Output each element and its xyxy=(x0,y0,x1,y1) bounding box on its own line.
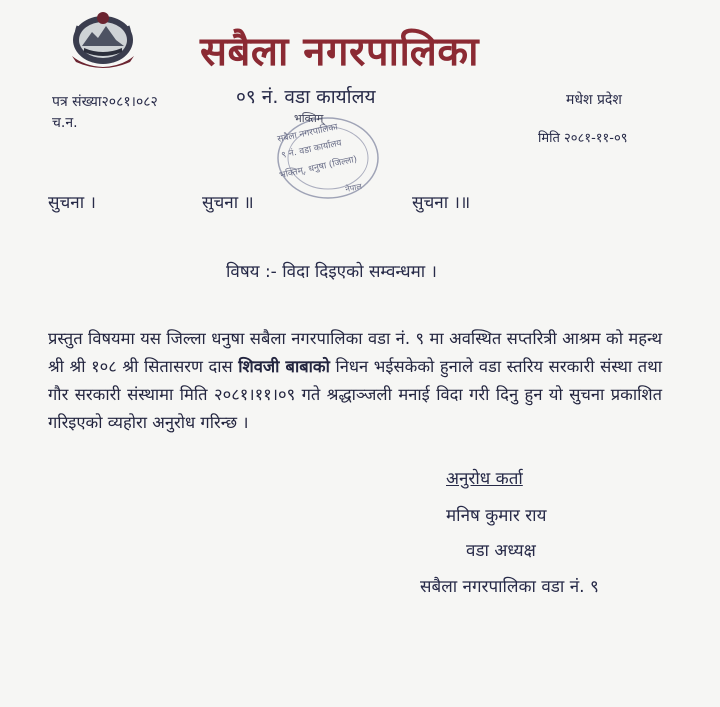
stamp-line-3: ९ नं. वडा कार्यालय xyxy=(280,138,343,161)
letter-number: पत्र संख्या२०८१।०८२ xyxy=(52,94,158,110)
notice-body xyxy=(48,325,662,437)
province: मधेश प्रदेश xyxy=(566,92,622,108)
nepal-emblem-icon xyxy=(64,6,142,70)
signatory-name: मनिष कुमार राय xyxy=(446,506,547,526)
stamp-line-1: भक्तिम् xyxy=(294,112,324,125)
municipality-title: सबैला नगरपालिका xyxy=(200,29,480,75)
letter-date: मिति २०८१-११-०९ xyxy=(538,131,628,146)
body-text-part-2: निधन भईसकेको हुनाले वडा स्तरिय सरकारी संस्था तथा गौर सरकारी संस्थामा मिति २०८१।११।०९ गते श्रद्धाञ्जली मनाई विदा गरी दिनु हुन यो सुचना प्रकाशित गरिइएको व्यहोरा अनुरोध गरिन्छ । xyxy=(48,357,663,432)
subject-line: विषय :- विदा दिइएको सम्वन्धमा । xyxy=(226,262,437,282)
body-text-part-1: प्रस्तुत विषयमा यस जिल्ला धनुषा सबैला नगरपालिका वडा नं. ९ मा अवस्थित सप्तरित्री आश्रम को महन्थ श्री श्री १०८ श्री सितासरण दास xyxy=(48,329,662,376)
signature-heading: अनुरोध कर्ता xyxy=(446,469,523,489)
notice-label-2: सुचना ॥ xyxy=(202,193,254,213)
dispatch-number: च.न. xyxy=(52,115,78,131)
signatory-designation: वडा अध्यक्ष xyxy=(466,541,536,561)
notice-label-3: सुचना ।॥ xyxy=(412,193,471,213)
notice-label-1: सुचना । xyxy=(48,193,96,213)
stamp-line-4: भक्तिम्, धनुषा (जिल्ला) xyxy=(278,154,359,181)
stamp-line-5: नेपाल xyxy=(344,181,363,194)
body-text-bold-name: शिवजी बाबाको xyxy=(238,357,330,376)
ward-office: ०९ नं. वडा कार्यालय xyxy=(236,86,376,108)
stamp-line-2: सबैला नगरपालिका xyxy=(276,122,339,145)
office-stamp xyxy=(270,108,390,204)
signatory-office: सबैला नगरपालिका वडा नं. ९ xyxy=(420,577,599,597)
